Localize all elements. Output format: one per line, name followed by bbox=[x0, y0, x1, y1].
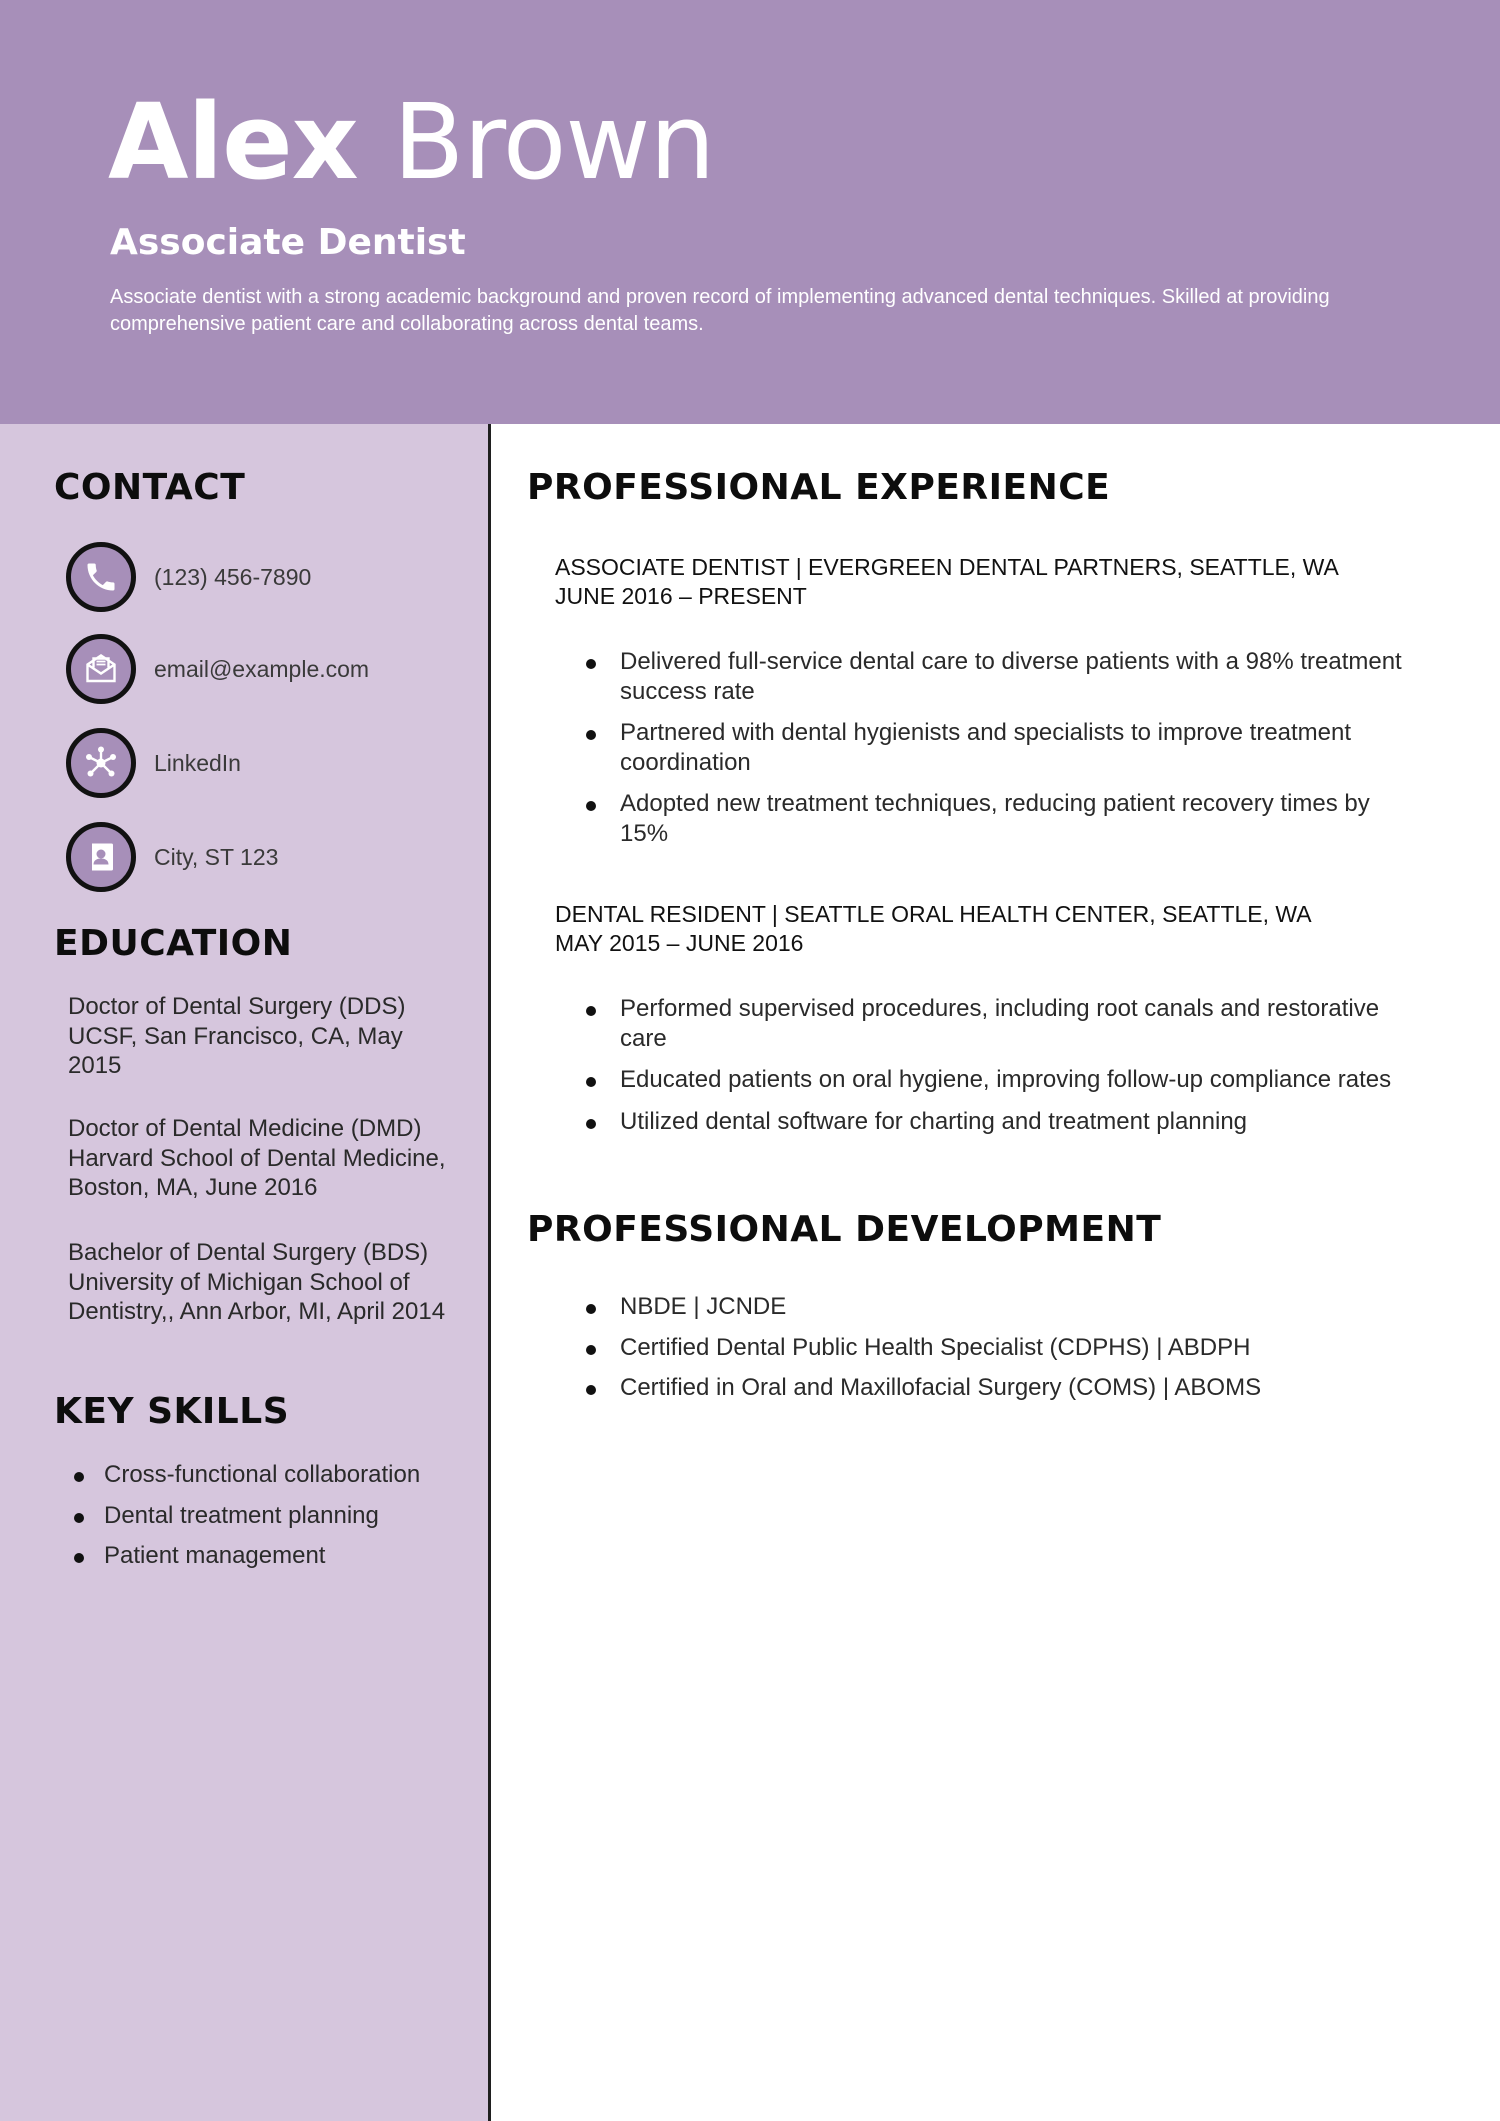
contact-phone bbox=[66, 542, 466, 614]
development-item: Certified Dental Public Health Specialist (CDPHS) | ABDPH bbox=[555, 1333, 1405, 1363]
network-icon bbox=[66, 728, 136, 798]
job-role-line: ASSOCIATE DENTIST | EVERGREEN DENTAL PARTNERS, SEATTLE, WA bbox=[555, 554, 1339, 580]
development-list bbox=[555, 1292, 1405, 1403]
education-heading: EDUCATION bbox=[54, 923, 293, 964]
experience-heading: PROFESSIONAL EXPERIENCE bbox=[527, 467, 1111, 508]
address-book-icon bbox=[66, 822, 136, 892]
job-heading bbox=[555, 553, 1435, 611]
job-bullet: Performed supervised procedures, including root canals and restorative care bbox=[555, 994, 1405, 1053]
job-bullet: Utilized dental software for charting and treatment planning bbox=[555, 1107, 1405, 1137]
job-bullets bbox=[555, 647, 1405, 848]
job-bullets bbox=[555, 994, 1405, 1136]
education-entry: Doctor of Dental Surgery (DDS) UCSF, San Francisco, CA, May 2015 bbox=[68, 993, 406, 1079]
linkedin-link: LinkedIn bbox=[154, 750, 241, 776]
job-bullet: Partnered with dental hygienists and specialists to improve treatment coordination bbox=[555, 718, 1405, 777]
first-name: Alex bbox=[108, 81, 358, 203]
candidate-name bbox=[108, 82, 714, 202]
job-bullet: Delivered full-service dental care to diverse patients with a 98% treatment success rate bbox=[555, 647, 1405, 706]
education-entry: Bachelor of Dental Surgery (BDS) University of Michigan School of Dentistry,, Ann Arbor, MI, April 2014 bbox=[68, 1239, 446, 1325]
job-title: Associate Dentist bbox=[110, 222, 466, 263]
job-heading bbox=[555, 900, 1435, 958]
job-dates: MAY 2015 – JUNE 2016 bbox=[555, 930, 804, 956]
job-dates: JUNE 2016 – PRESENT bbox=[555, 583, 807, 609]
job-bullet: Adopted new treatment techniques, reducing patient recovery times by 15% bbox=[555, 789, 1405, 848]
contact-linkedin bbox=[66, 728, 466, 800]
sidebar bbox=[0, 424, 491, 2121]
skill-item: Dental treatment planning bbox=[72, 1501, 472, 1531]
education-entry: Doctor of Dental Medicine (DMD) Harvard School of Dental Medicine, Boston, MA, June 2016 bbox=[68, 1115, 446, 1201]
last-name: Brown bbox=[392, 81, 715, 203]
skills-list bbox=[72, 1460, 472, 1571]
location: City, ST 123 bbox=[154, 844, 279, 870]
skills-heading: KEY SKILLS bbox=[54, 1391, 290, 1432]
contact-email bbox=[66, 634, 466, 706]
skill-item: Patient management bbox=[72, 1541, 472, 1571]
profile-summary: Associate dentist with a strong academic background and proven record of implementing advanced dental techniques. Skilled at providing comprehensive patient care and collaborating across dental teams. bbox=[110, 286, 1330, 335]
resume-header bbox=[0, 0, 1500, 424]
development-item: Certified in Oral and Maxillofacial Surgery (COMS) | ABOMS bbox=[555, 1373, 1405, 1403]
email-address: email@example.com bbox=[154, 656, 370, 682]
development-item: NBDE | JCNDE bbox=[555, 1292, 1405, 1322]
phone-number: (123) 456-7890 bbox=[154, 564, 312, 590]
development-heading: PROFESSIONAL DEVELOPMENT bbox=[527, 1209, 1162, 1250]
envelope-icon bbox=[66, 634, 136, 704]
contact-location bbox=[66, 822, 466, 894]
job-role-line: DENTAL RESIDENT | SEATTLE ORAL HEALTH CENTER, SEATTLE, WA bbox=[555, 901, 1312, 927]
job-bullet: Educated patients on oral hygiene, improving follow-up compliance rates bbox=[555, 1065, 1405, 1095]
contact-heading: CONTACT bbox=[54, 467, 246, 508]
phone-icon bbox=[66, 542, 136, 612]
skill-item: Cross-functional collaboration bbox=[72, 1460, 472, 1490]
